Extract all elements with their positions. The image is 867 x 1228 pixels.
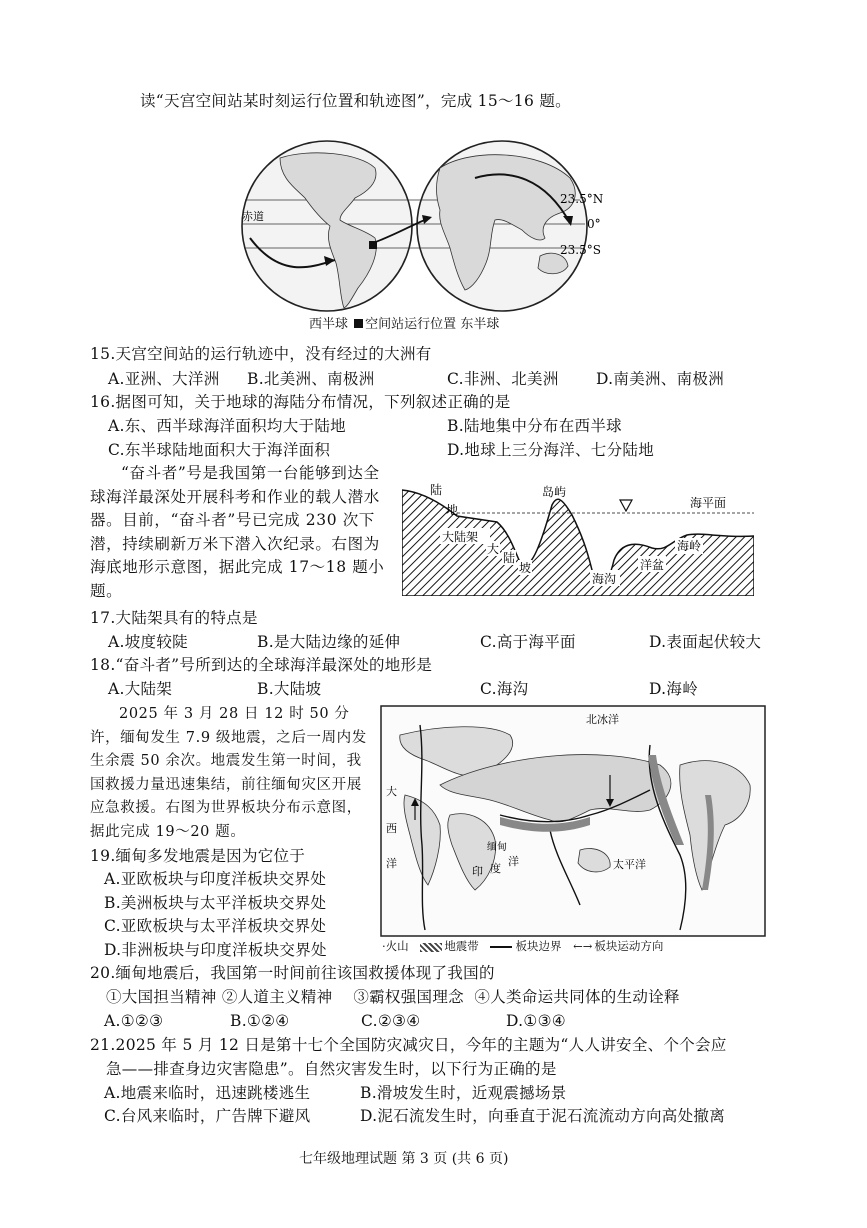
equator-label: 赤道 [242,210,264,223]
intro-q15: 读“天宫空间站某时刻运行位置和轨迹图”，完成 15～16 题。 [140,92,571,110]
q20-option-c: C.②③④ [361,1012,421,1030]
station-legend-icon [354,319,363,328]
q20-option-a: A.①②③ [104,1012,164,1030]
q16-option-c: C.东半球陆地面积大于海洋面积 [108,441,331,459]
q19-stem: 19.缅甸多发地震是因为它位于 [90,847,306,865]
page-footer: 七年级地理试题 第 3 页 (共 6 页) [299,1151,509,1167]
q18-stem: 18.“奋斗者”号所到达的全球海洋最深处的地形是 [90,656,433,674]
q15-stem: 15.天宫空间站的运行轨迹中，没有经过的大洲有 [90,345,432,363]
q21-line-2: 急——排查身边灾害隐患”。自然灾害发生时，以下行为正确的是 [106,1060,557,1078]
plate-legend [382,938,663,954]
seabed-basin: 洋盆 [640,558,665,572]
plate-pacific: 太平洋 [613,858,646,871]
plate-atl-1: 大 [386,785,397,798]
seabed-slope-3: 坡 [519,561,532,575]
legend-move: 板块运动方向 [594,939,664,953]
plate-map-figure [380,705,768,937]
plate-atl-2: 西 [386,822,397,835]
globe-diagram [240,138,612,334]
q15-option-d: D.南美洲、南极洲 [596,370,725,388]
legend-boundary: 板块边界 [515,939,562,953]
plate-map [380,705,768,937]
globe-caption [309,313,499,332]
q21-option-a: A.地震来临时，迅速跳楼逃生 [104,1084,311,1102]
q15-option-b: B.北美洲、南极洲 [247,370,375,388]
quake-belt-legend-icon [420,943,442,952]
seabed-slope-2: 陆 [503,551,516,565]
seabed-figure [402,480,754,596]
q18-option-d: D.海岭 [649,680,699,698]
q16-option-a: A.东、西半球海洋面积均大于陆地 [108,417,346,435]
station-marker [369,241,377,249]
q16-stem: 16.据图可知，关于地球的海陆分布情况，下列叙述正确的是 [90,393,511,411]
seabed-slope-1: 大 [487,542,500,556]
seabed-ridge: 海岭 [677,539,702,553]
seabed-island: 岛屿 [542,485,567,499]
q18-option-b: B.大陆坡 [257,680,322,698]
plate-indian-1: 印 [472,865,483,878]
caption-west: 西半球 [309,317,349,332]
seabed-diagram [402,480,754,596]
q15-option-c: C.非洲、北美洲 [447,370,559,388]
q17-stem: 17.大陆架具有的特点是 [90,609,258,627]
passage-19-20: 2025 年 3 月 28 日 12 时 50 分许，缅甸发生 7.9 级地震，之后一周内发生余震 50 余次。地震发生第一时间，我国救援力量迅速集结，前往缅甸灾区开展应急救援。右图为世界板块分布示意图，据此完成 19～20 题。 [90,706,367,840]
arrow-legend-icon: ←→ [573,939,593,953]
seabed-land: 陆 [430,483,443,497]
q19-option-b: B.美洲板块与太平洋板块交界处 [104,894,327,912]
lat-n-label: 23.5°N [560,192,604,206]
q17-option-b: B.是大陆边缘的延伸 [257,633,401,651]
plate-indian-3: 洋 [508,855,519,868]
q17-option-d: D.表面起伏较大 [649,633,762,651]
q15-option-a: A.亚洲、大洋洲 [108,370,220,388]
seabed-shelf: 大陆架 [442,530,479,544]
caption-mid: 空间站运行位置 [365,317,457,332]
seabed-land-2: 地 [446,503,459,517]
seabed-trench: 海沟 [592,572,617,586]
q20-option-b: B.①②④ [230,1012,290,1030]
lat-0-label: 0° [587,217,601,231]
q20-statements: ①大国担当精神 ②人道主义精神 ③霸权强国理念 ④人类命运共同体的生动诠释 [106,988,680,1006]
boundary-legend-icon [490,946,512,948]
q20-option-d: D.①③④ [506,1012,566,1030]
q17-option-c: C.高于海平面 [480,633,576,651]
q16-option-b: B.陆地集中分布在西半球 [447,417,622,435]
legend-quake: 地震带 [444,939,479,953]
caption-east: 东半球 [460,317,500,332]
globe-figure [240,138,612,334]
q17-option-a: A.坡度较陡 [108,633,188,651]
seabed-sea-level: 海平面 [690,496,727,510]
plate-arctic: 北冰洋 [586,713,619,726]
lat-s-label: 23.5°S [560,243,601,257]
q16-option-d: D.地球上三分海洋、七分陆地 [447,441,655,459]
q21-line-1: 21.2025 年 5 月 12 日是第十七个全国防灾减灾日，今年的主题为“人人讲安全、个个会应 [90,1036,727,1054]
plate-myanmar: 缅甸 [487,842,507,853]
plate-atl-3: 洋 [386,857,397,870]
q20-stem: 20.缅甸地震后，我国第一时间前往该国救援体现了我国的 [90,964,495,982]
q21-option-c: C.台风来临时，广告牌下避风 [104,1107,311,1125]
q21-option-b: B.滑坡发生时，近观震撼场景 [360,1084,567,1102]
q19-option-d: D.非洲板块与印度洋板块交界处 [104,941,327,959]
q18-option-a: A.大陆架 [108,680,173,698]
q19-option-c: C.亚欧板块与太平洋板块交界处 [104,917,327,935]
q18-option-c: C.海沟 [480,680,529,698]
legend-volcano: ·火山 [382,939,409,953]
q19-option-a: A.亚欧板块与印度洋板块交界处 [104,870,327,888]
plate-indian-2: 度 [490,862,501,875]
passage-17-18: “奋斗者”号是我国第一台能够到达全球海洋最深处开展科考和作业的载人潜水器。目前，“奋斗者”号已完成 230 次下潜，持续刷新万米下潜入次纪录。右图为海底地形示意图，据此完成 17～18 题小题。 [90,464,385,600]
q21-option-d: D.泥石流发生时，向垂直于泥石流流动方向高处撤离 [360,1107,726,1125]
